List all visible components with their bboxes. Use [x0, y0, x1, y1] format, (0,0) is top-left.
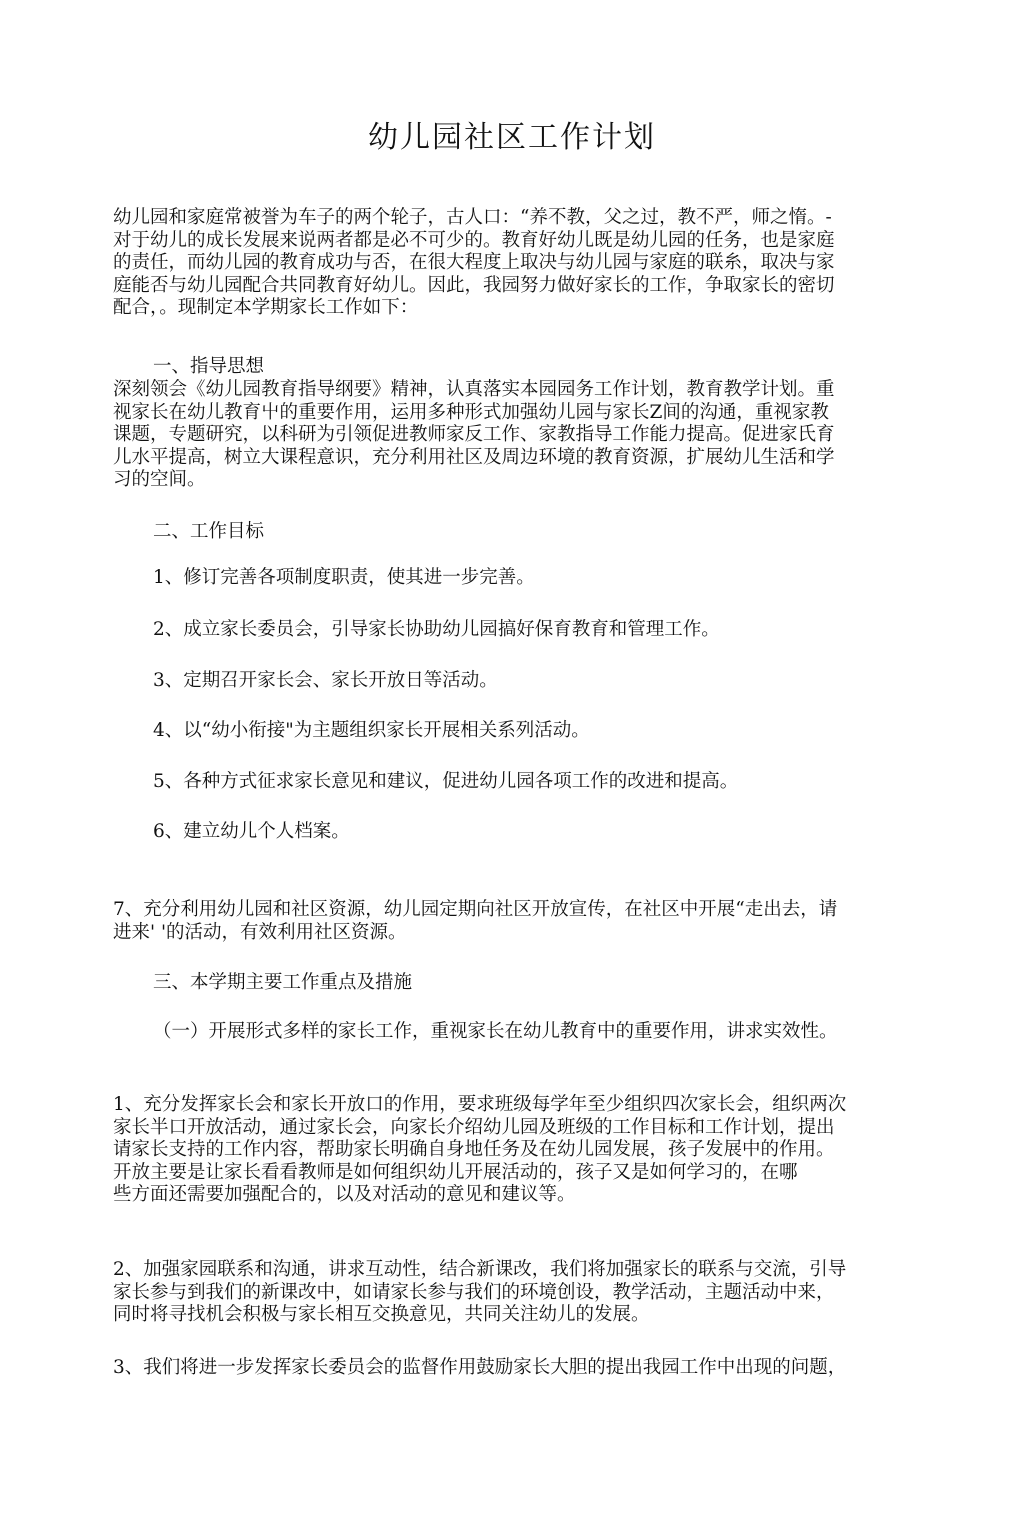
goal-item: 3、定期召开家长会、家长开放日等活动。	[153, 670, 498, 691]
measure-point-1-line: 开放主要是让家长看看教师是如何组织幼儿开展活动的，孩子又是如何学习的，在哪	[113, 1161, 798, 1183]
measure-point-1-line: 家长半口开放活动，通过家长会，向家长介绍幼儿园及班级的工作目标和工作计划，提出	[113, 1116, 835, 1138]
guiding-thought-line: 视家长在幼儿教育屮的重要作用，运用多种形式加强幼儿园与家长Z间的沟通，重视家教	[113, 401, 829, 423]
guiding-thought-line: 课题，专题研究，以科研为引领促进教师家反工作、家教指导工作能力提高。促进家氏育	[113, 424, 835, 445]
intro-paragraph	[113, 207, 875, 320]
measure-point-1-line: 请家长支持的工作内容，帮助家长明确自身地任务及在幼儿园发展，孩子发展中的作用。	[113, 1139, 835, 1160]
guiding-thought-line: 深刻领会《幼儿园教育指导纲要》精神，认真落实本园园务工作计划，教育教学计划。重	[113, 379, 835, 400]
intro-line: 对于幼儿的成长发展来说两者都是必不可少的。教育好幼儿既是幼儿园的任务，也是家庭	[113, 229, 835, 251]
intro-line: 的责任，而幼儿园的教育成功与否，在很大程度上取决与幼儿园与家庭的联糸，取决与家	[113, 252, 835, 273]
goal-item: 2、成立家长委员会，引导家长协助幼儿园搞好保育教育和管理工作。	[153, 619, 720, 640]
guiding-thought-line: 习的空间。	[113, 469, 206, 490]
guiding-thought-line: 儿水平提高，树立大课程意识，充分利用社区及周边环境的教育资源，扩展幼儿生活和学	[113, 446, 835, 468]
section-heading-work-goals: 二、工作目标	[153, 521, 265, 542]
goal-item: 4、以“幼小衔接"为主题组织家长开展相关系列活动。	[153, 720, 590, 741]
subsection-heading: （一）开展形式多样的家长工作，重视家长在幼儿教育中的重要作用，讲求实效性。	[153, 1021, 838, 1042]
goal-item-7	[113, 899, 875, 944]
measure-point-3: 3、我们将进一步发挥家长委员会的监督作用鼓励家长大胆的提出我园工作中出现的问题，	[113, 1357, 847, 1378]
guiding-thought-paragraph	[113, 379, 875, 492]
intro-line: 幼儿园和家庭常被誉为车子的两个轮子，古人口：“养不教，父之过，教不严，师之惰。-	[113, 207, 832, 228]
goal-item: 6、建立幼儿个人档案。	[153, 821, 350, 842]
intro-line: 配合，。现制定本学期家长工作如下：	[113, 297, 419, 318]
section-heading-key-measures: 三、本学期主要工作重点及措施	[153, 972, 413, 993]
goal-item: 1、修订完善各项制度职责，使其进一步完善。	[153, 567, 535, 588]
measure-point-2-line: 同时将寻找机会积极与家长相互交换意见，共同关注幼儿的发展。	[113, 1304, 650, 1325]
document-title: 幼儿园社区工作计划	[368, 120, 656, 155]
measure-point-1-line: 1、充分发挥家长会和家长开放口的作用，要求班级每学年至少组织四次家长会，组织两次	[113, 1094, 847, 1115]
goal-item-7-line: 进来' '的活动，有效利用社区资源。	[113, 921, 407, 943]
goal-item-7-line: 7、充分利用幼儿园和社区资源，幼儿园定期向社区开放宣传，在社区中开展“走出去，请	[113, 899, 838, 920]
measure-point-2-line: 家长参与到我们的新课改中，如请家长参与我们的环境创设，教学活动，主题活动中来，	[113, 1281, 835, 1303]
goal-item: 5、各种方式征求家长意见和建议，促进幼儿园各项工作的改进和提高。	[153, 771, 739, 792]
measure-point-2-line: 2、加强家园联系和沟通，讲求互动性，结合新课改，我们将加强家长的联系与交流，引导	[113, 1259, 847, 1280]
intro-line: 庭能否与幼儿园配合共同教育好幼儿。因此，我园努力做好家长的工作，争取家长的密切	[113, 274, 835, 296]
measure-point-2	[113, 1259, 875, 1327]
measure-point-1-line: 些方面还需要加强配合的，以及对活动的意见和建议等。	[113, 1184, 576, 1205]
measure-point-1	[113, 1094, 875, 1207]
section-heading-guiding-thought: 一、指导思想	[153, 356, 265, 377]
